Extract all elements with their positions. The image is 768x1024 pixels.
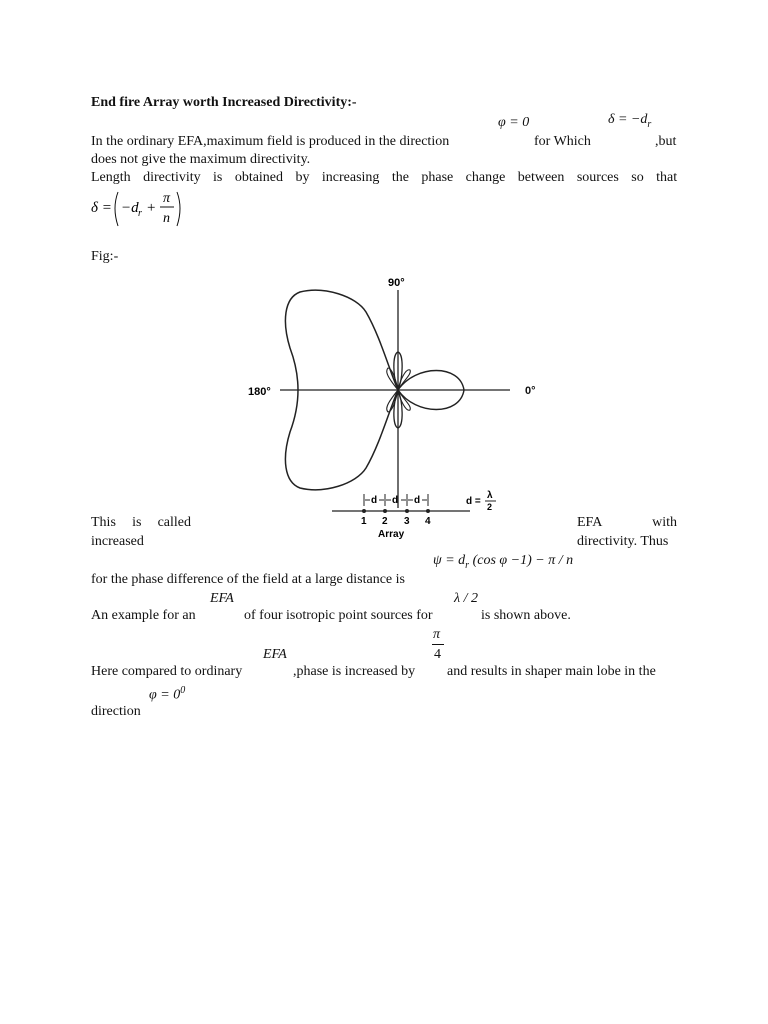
equation-delta-text: δ = −d (608, 112, 648, 127)
word: Length (91, 170, 131, 185)
word: increasing (321, 170, 380, 185)
equation-psi-sub: r (465, 559, 470, 571)
paragraph-3-right-line-1 (577, 515, 677, 531)
source-4 (426, 509, 430, 513)
word: so (631, 170, 644, 185)
word: is (132, 515, 142, 530)
equation-psi-text: ψ = d (433, 553, 466, 568)
word: This (91, 515, 116, 530)
word: phase (421, 170, 454, 185)
word: obtained (234, 170, 284, 185)
eq2-minus-d: −d (121, 200, 139, 216)
equation-phi-zero-degrees (149, 683, 185, 704)
spacing-d-label: d (414, 495, 421, 506)
array-label: Array (378, 529, 405, 540)
fraction-pi: π (433, 627, 441, 642)
equation-phi-zero: φ = 0 (498, 115, 530, 130)
efa-label-1: EFA (210, 591, 234, 606)
paragraph-7: direction (91, 704, 141, 719)
word: sources (576, 170, 619, 185)
paragraph-1-part-b: for Which (534, 134, 591, 149)
source-1 (362, 509, 366, 513)
eq2-delta: δ = (91, 200, 112, 216)
paragraph-1-line-2: does not give the maximum directivity. (91, 152, 311, 167)
word: directivity (143, 170, 201, 185)
lambda-over-2: λ / 2 (454, 591, 478, 606)
eq2-n: n (163, 211, 170, 226)
spacing-d-label: d (392, 495, 399, 506)
source-number: 3 (404, 516, 410, 527)
paragraph-3-left-line-1 (91, 515, 191, 531)
equation-delta-dr (608, 112, 651, 133)
word: by (295, 170, 310, 185)
equation-delta-sub: r (647, 118, 652, 130)
figure-label: Fig:- (91, 249, 119, 264)
radiation-pattern-figure (240, 268, 510, 548)
paragraph-5-part-b: of four isotropic point sources for (244, 608, 433, 623)
word: is (213, 170, 223, 185)
label-180-deg: 180° (248, 386, 271, 398)
equation-psi-rest: (cos φ −1) − π / n (469, 553, 574, 568)
eq2-plus: + (147, 200, 156, 216)
paragraph-1-part-a: In the ordinary EFA,maximum field is produced in the direction (91, 134, 450, 149)
word: change (465, 170, 506, 185)
eq2-sub-r: r (138, 208, 142, 219)
lambda-symbol: λ (487, 490, 493, 501)
paragraph-5-part-c: is shown above. (481, 608, 571, 623)
label-0-deg: 0° (525, 385, 536, 397)
source-number: 1 (361, 516, 367, 527)
word: that (656, 170, 678, 185)
word: between (517, 170, 565, 185)
equation-psi (433, 553, 573, 574)
paragraph-4: for the phase difference of the field at a large distance is (91, 572, 405, 587)
source-number: 4 (425, 516, 431, 527)
fraction-bar (432, 644, 444, 645)
equation-phi-sup: 0 (180, 685, 186, 696)
word: called (157, 515, 191, 530)
label-90-deg: 90° (388, 277, 405, 289)
word: the (391, 170, 409, 185)
paragraph-3-left-line-2: increased (91, 534, 144, 549)
fraction-four: 4 (434, 647, 441, 662)
paragraph-6-part-c: and results in shaper main lobe in the (447, 664, 656, 679)
paragraph-5-part-a: An example for an (91, 608, 196, 623)
source-number: 2 (382, 516, 388, 527)
paragraph-6-part-a: Here compared to ordinary (91, 664, 243, 679)
paragraph-2-line-1 (91, 170, 677, 186)
spacing-equation: d = (466, 496, 481, 507)
word: EFA (577, 515, 603, 530)
page-title: End fire Array worth Increased Directivity:- (91, 95, 357, 110)
paragraph-6-part-b: ,phase is increased by (293, 664, 416, 679)
eq2-right-paren (177, 192, 180, 226)
paragraph-3-right-line-2: directivity. Thus (577, 534, 669, 549)
paragraph-1-part-c: ,but (655, 134, 677, 149)
word: with (652, 515, 677, 530)
eq2-left-paren (115, 192, 118, 226)
spacing-d-label: d (371, 495, 378, 506)
efa-label-2: EFA (263, 647, 287, 662)
eq2-pi: π (163, 191, 171, 206)
source-2 (383, 509, 387, 513)
equation-phi-text: φ = 0 (149, 687, 181, 703)
equation-delta-increased (88, 188, 198, 232)
lambda-denominator: 2 (487, 502, 493, 512)
source-3 (405, 509, 409, 513)
